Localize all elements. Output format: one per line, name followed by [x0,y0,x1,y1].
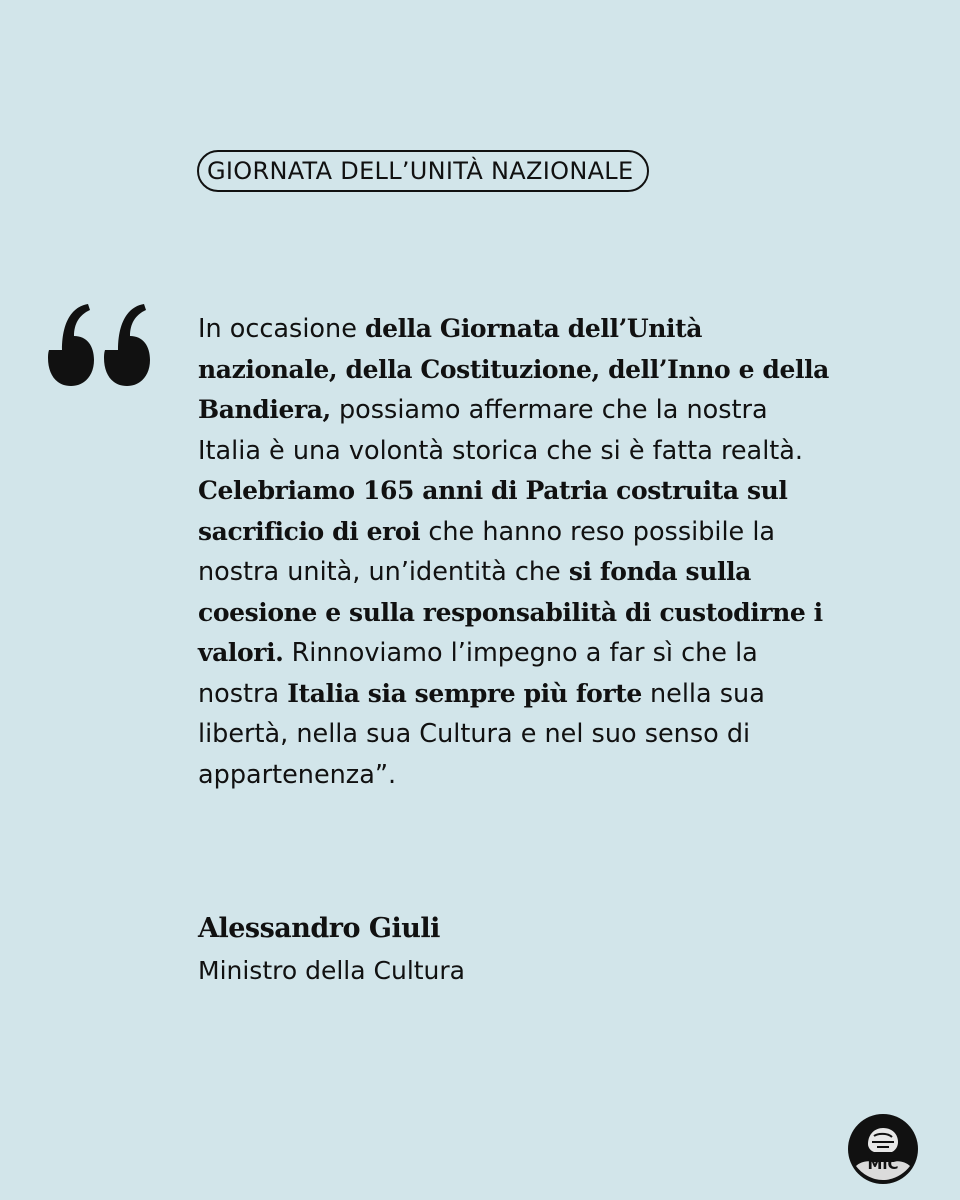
quote-segment: possiamo affermare che la nostra Italia è una volontà storica che si è fatta realtà. [198,395,804,466]
event-tag-label: GIORNATA DELL’UNITÀ NAZIONALE [207,157,634,185]
quote-text [198,309,838,795]
quote-segment-bold: si fonda sulla coesione e sulla responsabilità di custodirne i valori. [198,557,823,667]
quote-segment: Rinnoviamo l’impegno a far sì che la nostra [198,638,758,709]
quote-segment-bold: della Giornata dell’Unità nazionale, della Costituzione, dell’Inno e della Bandiera, [198,314,829,424]
mic-logo-icon [848,1114,918,1184]
author-role: Ministro della Cultura [198,956,466,985]
quote-segment: In occasione [198,314,365,344]
quote-segment: che hanno reso possibile la nostra unità, un’identità che [198,516,776,587]
quote-segment-bold: Celebriamo 165 anni di Patria costruita sul sacrificio di eroi [198,476,788,546]
quote-segment: nella sua libertà, nella sua Cultura e nel suo senso di appartenenza”. [198,678,765,790]
logo-text: MiC [867,1155,899,1173]
event-tag [197,150,649,192]
opening-quote-icon [44,300,152,400]
quote-segment-bold: Italia sia sempre più forte [287,678,642,708]
author-name: Alessandro Giuli [198,913,440,944]
